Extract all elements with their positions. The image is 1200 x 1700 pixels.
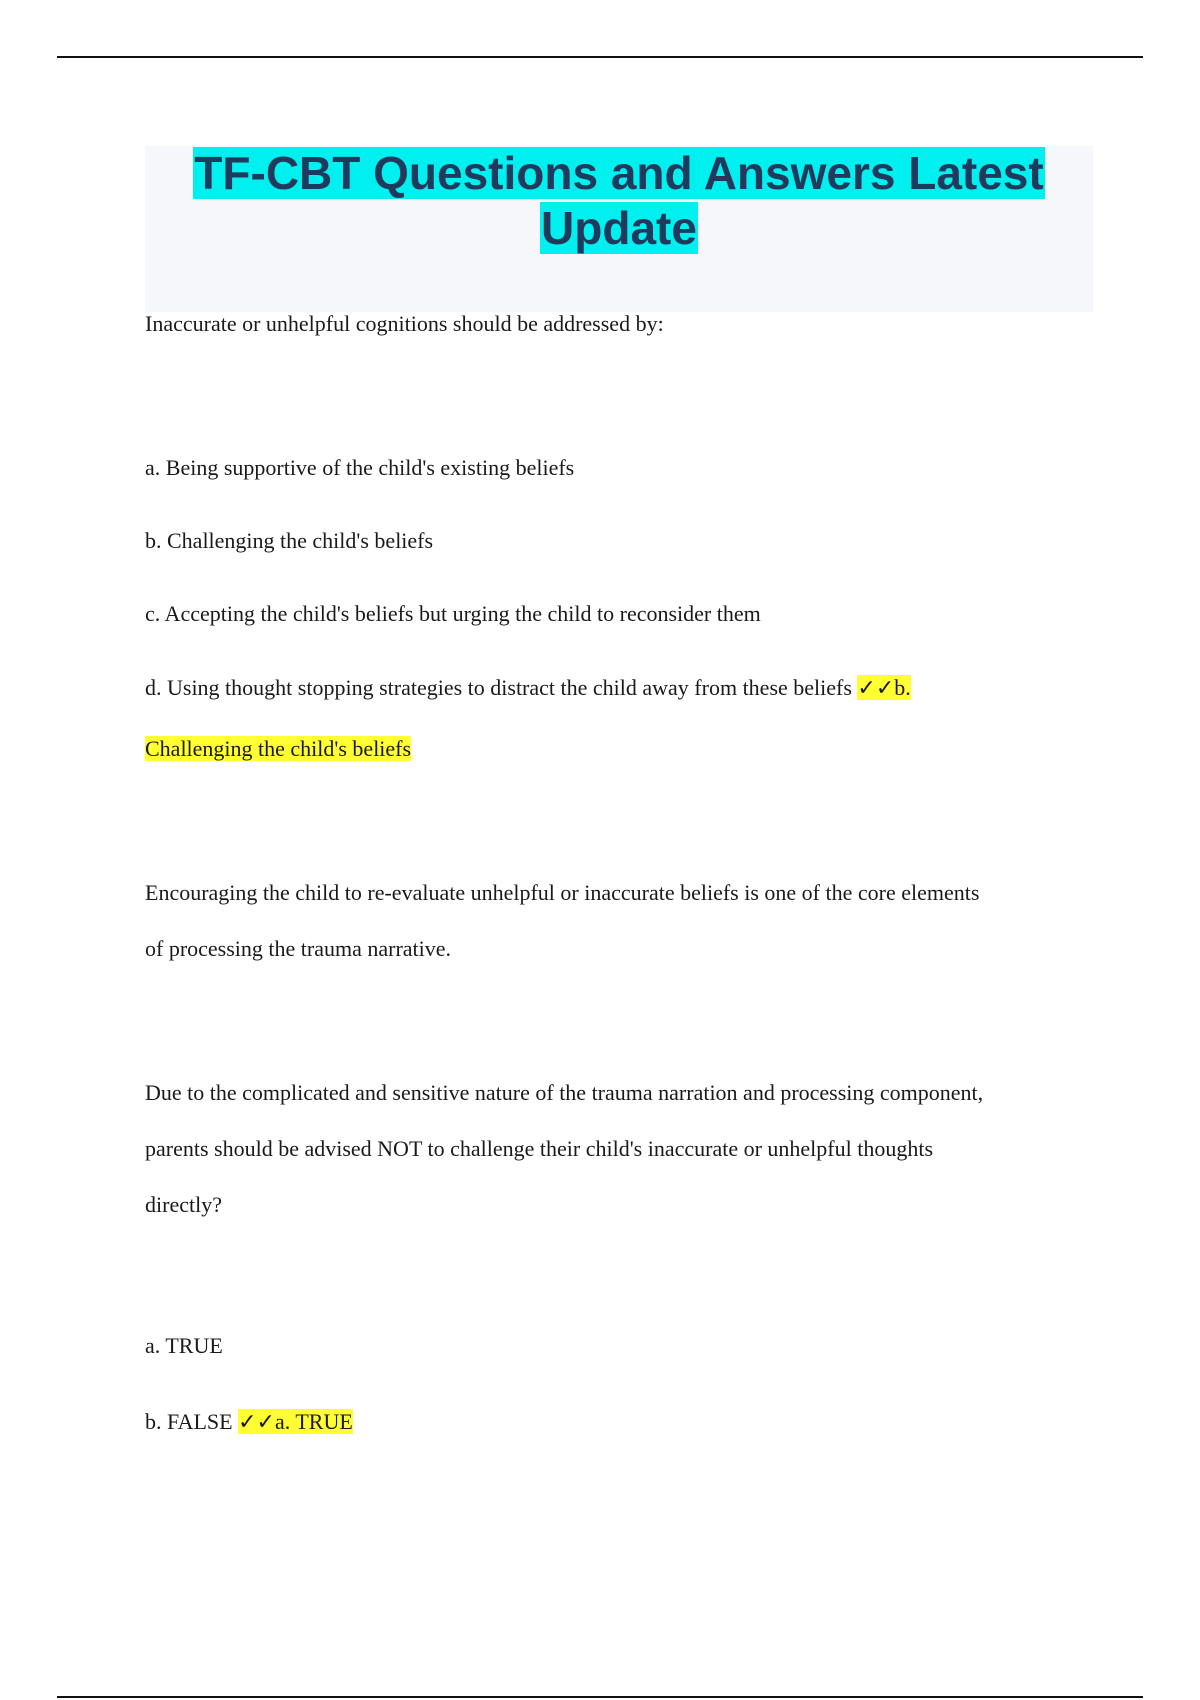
title-line-1: TF-CBT Questions and Answers Latest (194, 147, 1044, 199)
question-1-answer-text: Challenging the child's beliefs (145, 736, 412, 761)
question-3-answer: ✓✓a. TRUE (238, 1409, 353, 1434)
top-rule (57, 56, 1143, 58)
question-1-answer (145, 736, 411, 762)
question-1-option-b: b. Challenging the child's beliefs (145, 528, 434, 553)
question-1-option-a: a. Being supportive of the child's existing beliefs (145, 455, 575, 480)
bottom-rule (57, 1696, 1143, 1698)
document-title (145, 146, 1093, 256)
question-3-option-b (145, 1409, 353, 1435)
title-line-2: Update (541, 202, 697, 254)
question-1-option-d-text: d. Using thought stopping strategies to distract the child away from these beliefs (145, 675, 852, 700)
question-3-line-1: Due to the complicated and sensitive nature of the trauma narration and processing component, (145, 1080, 984, 1105)
question-3-line-2: parents should be advised NOT to challenge their child's inaccurate or unhelpful thoughts (145, 1136, 934, 1161)
statement-2-line-1: Encouraging the child to re-evaluate unhelpful or inaccurate beliefs is one of the core elements (145, 880, 980, 905)
question-1-option-d (145, 675, 911, 701)
question-1-text: Inaccurate or unhelpful cognitions should be addressed by: (145, 311, 664, 336)
question-3-line-3: directly? (145, 1192, 222, 1217)
statement-2-line-2: of processing the trauma narrative. (145, 936, 452, 961)
question-1-answer-marker: ✓✓b. (857, 675, 911, 700)
question-3-option-b-text: b. FALSE (145, 1409, 233, 1434)
question-3-text (145, 1065, 1075, 1233)
question-1-option-c: c. Accepting the child's beliefs but urging the child to reconsider them (145, 601, 761, 626)
statement-2 (145, 865, 1075, 977)
question-3-option-a: a. TRUE (145, 1333, 223, 1358)
